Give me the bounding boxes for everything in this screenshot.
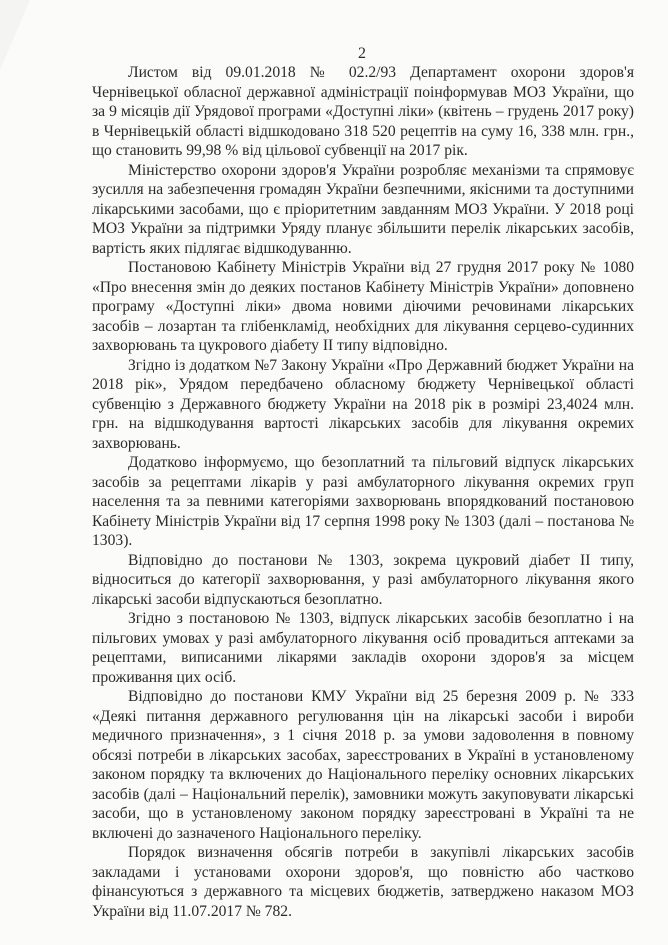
paragraph-resolution-333: Відповідно до постанови КМУ України від 25 березня 2009 р. № 333 «Деякі питання державного регулювання цін на лікарські засоби і вироби медичного призначення», з 1 січня 2018 р. за умови задоволення в повному обсязі потреби в лікарських засобах, зареєстрованих в Україні в установленому законом порядку та включених до Національного переліку основних лікарських засобів (далі – Національний перелік), замовники можуть закуповувати лікарські засоби, що в установленому законом порядку зареєстровані в Україні та не включені до зазначеного Національного переліку.	[92, 688, 634, 842]
paragraph-pharmacy-dispensing: Згідно з постановою № 1303, відпуск лікарських засобів безоплатно і на пільгових умовах у разі амбулаторного лікування осіб провадиться аптеками за рецептами, виписаними лікарями закладів охорони здоров'я за місцем проживання цих осіб.	[92, 610, 634, 686]
page-number: 2	[358, 45, 366, 62]
paragraph-diabetes-free: Відповідно до постанови № 1303, зокрема цукровий діабет ІІ типу, відноситься до категорії захворювання, у разі амбулаторного лікування якого лікарські засоби відпускаються безоплатно.	[92, 551, 634, 608]
paragraph-order-782: Порядок визначення обсягів потреби в закупівлі лікарських засобів закладами і установами охорони здоров'я, що повністю або частково фінансуються з державного та місцевих бюджетів, затверджено наказом МОЗ України від 11.07.2017 № 782.	[92, 844, 634, 920]
document-body	[92, 63, 634, 921]
paragraph-budget-2018: Згідно із додатком №7 Закону України «Про Державний бюджет України на 2018 рік», Урядом передбачено обласному бюджету Чернівецької області субвенцію з Державного бюджету України на 2018 рік в розмірі 23,4024 млн. грн. на відшкодування вартості лікарських засобів для лікування окремих захворювань.	[92, 356, 634, 452]
paragraph-resolution-1080: Постановою Кабінету Міністрів України від 27 грудня 2017 року № 1080 «Про внесення змін до деяких постанов Кабінету Міністрів України» доповнено програму «Доступні ліки» двома новими діючими речовинами лікарських засобів – лозартан та глібенкламід, необхідних для лікування серцево-судинних захворювань та цукрового діабету ІІ типу відповідно.	[92, 259, 634, 354]
paragraph-letter-chernivtsi: Листом від 09.01.2018 № 02.2/93 Департамент охорони здоров'я Чернівецької обласної державної адміністрації поінформував МОЗ України, що за 9 місяців дії Урядової програми «Доступні ліки» (квітень – грудень 2017 року) в Чернівецькій області відшкодовано 318 520 рецептів на суму 16, 338 млн. грн., що становить 99,98 % від цільової субвенції на 2017 рік.	[92, 64, 634, 159]
paragraph-ministry-mechanisms: Міністерство охорони здоров'я України розробляє механізми та спрямовує зусилля на забезпечення громадян України безпечними, якісними та доступними лікарськими засобами, що є пріоритетним завданням МОЗ України. У 2018 році МОЗ України за підтримки Уряду планує збільшити перелік лікарських засобів, вартість яких підлягає відшкодуванню.	[92, 161, 634, 257]
paragraph-resolution-1303: Додатково інформуємо, що безоплатний та пільговий відпуск лікарських засобів за рецептами лікарів у разі амбулаторного лікування окремих груп населення та за певними категоріями захворювань впорядкований постановою Кабінету Міністрів України від 17 серпня 1998 року № 1303 (далі – постанова № 1303).	[92, 454, 634, 549]
